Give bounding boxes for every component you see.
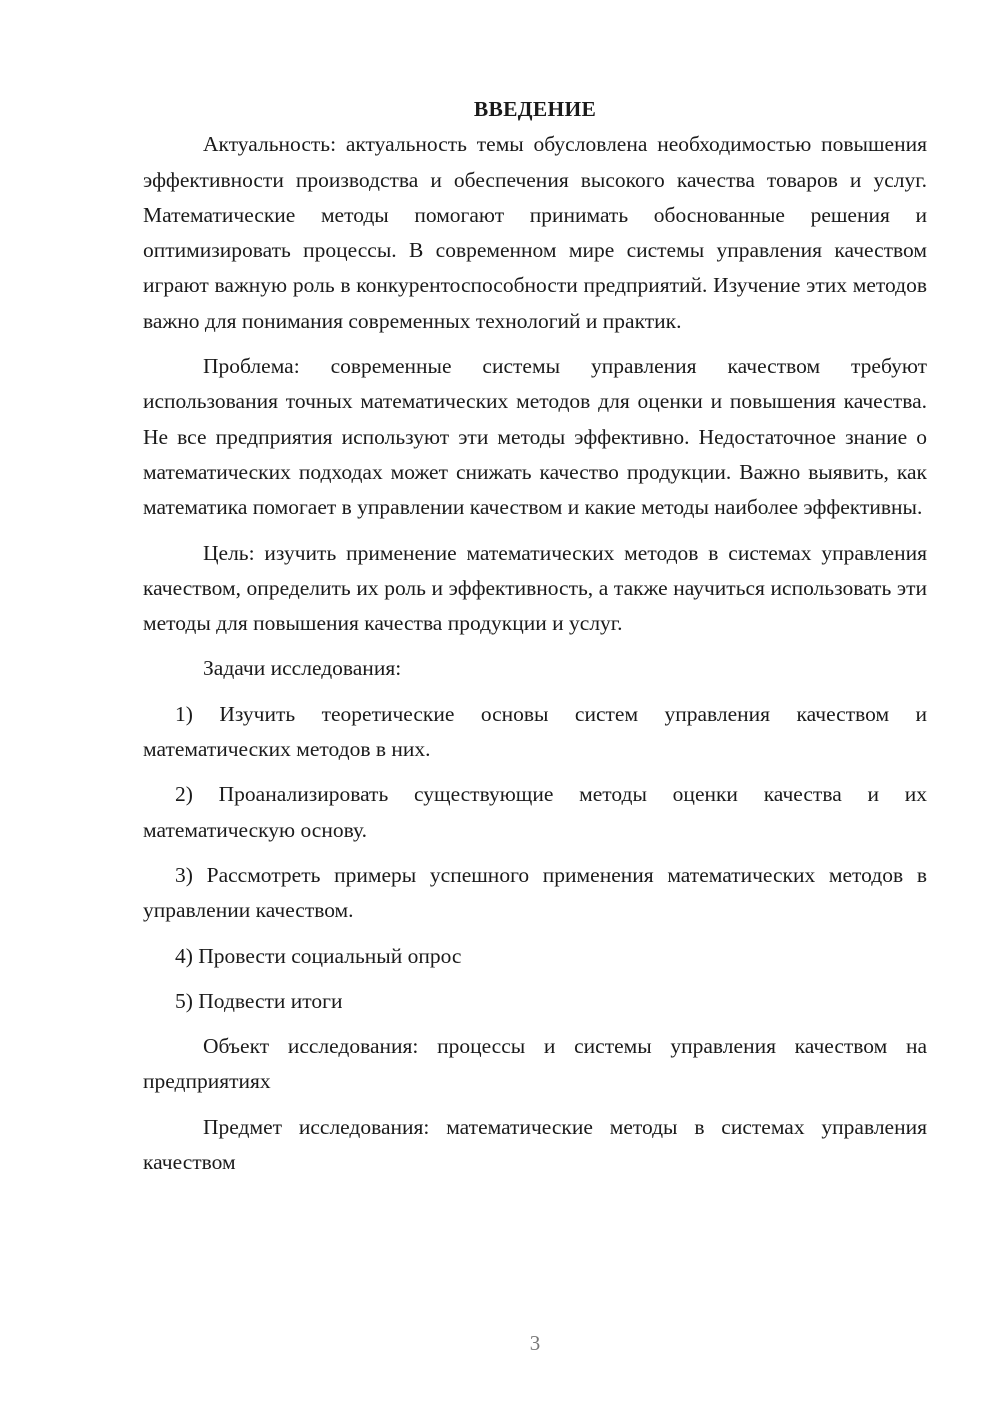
task-item-1: 1) Изучить теоретические основы систем управления качеством и математических методов в них.	[143, 701, 927, 762]
task-item-3: 3) Рассмотреть примеры успешного применения математических методов в управлении качеством.	[143, 862, 927, 923]
problem-paragraph: Проблема: современные системы управления качеством требуют использования точных математических методов для оценки и повышения качества. Не все предприятия используют эти методы эффективно. Недостаточное знание о математических подходах может снижать качество продукции. Важно выявить, как математика помогает в управлении качеством и какие методы наиболее эффективны.	[143, 354, 927, 520]
object-paragraph: Объект исследования: процессы и системы управления качеством на предприятиях	[143, 1034, 927, 1094]
goal-paragraph: Цель: изучить применение математических методов в системах управления качеством, определить их роль и эффективность, а также научиться использовать эти методы для повышения качества продукции и услуг.	[143, 540, 927, 636]
task-item-4: 4) Провести социальный опрос	[175, 943, 462, 968]
relevance-paragraph: Актуальность: актуальность темы обусловлена необходимостью повышения эффективности производства и обеспечения высокого качества товаров и услуг. Математические методы помогают принимать обоснованные решения и оптимизировать процессы. В современном мире системы управления качеством играют важную роль в конкурентоспособности предприятий. Изучение этих методов важно для понимания современных технологий и практик.	[143, 132, 927, 333]
document-page	[143, 92, 927, 1190]
subject-paragraph: Предмет исследования: математические методы в системах управления качеством	[143, 1114, 927, 1175]
task-item-2: 2) Проанализировать существующие методы оценки качества и их математическую основу.	[143, 782, 927, 842]
page-number: 3	[529, 1331, 541, 1355]
tasks-heading: Задачи исследования:	[203, 656, 402, 681]
task-item-5: 5) Подвести итоги	[175, 988, 343, 1013]
section-title: ВВЕДЕНИЕ	[473, 97, 597, 121]
